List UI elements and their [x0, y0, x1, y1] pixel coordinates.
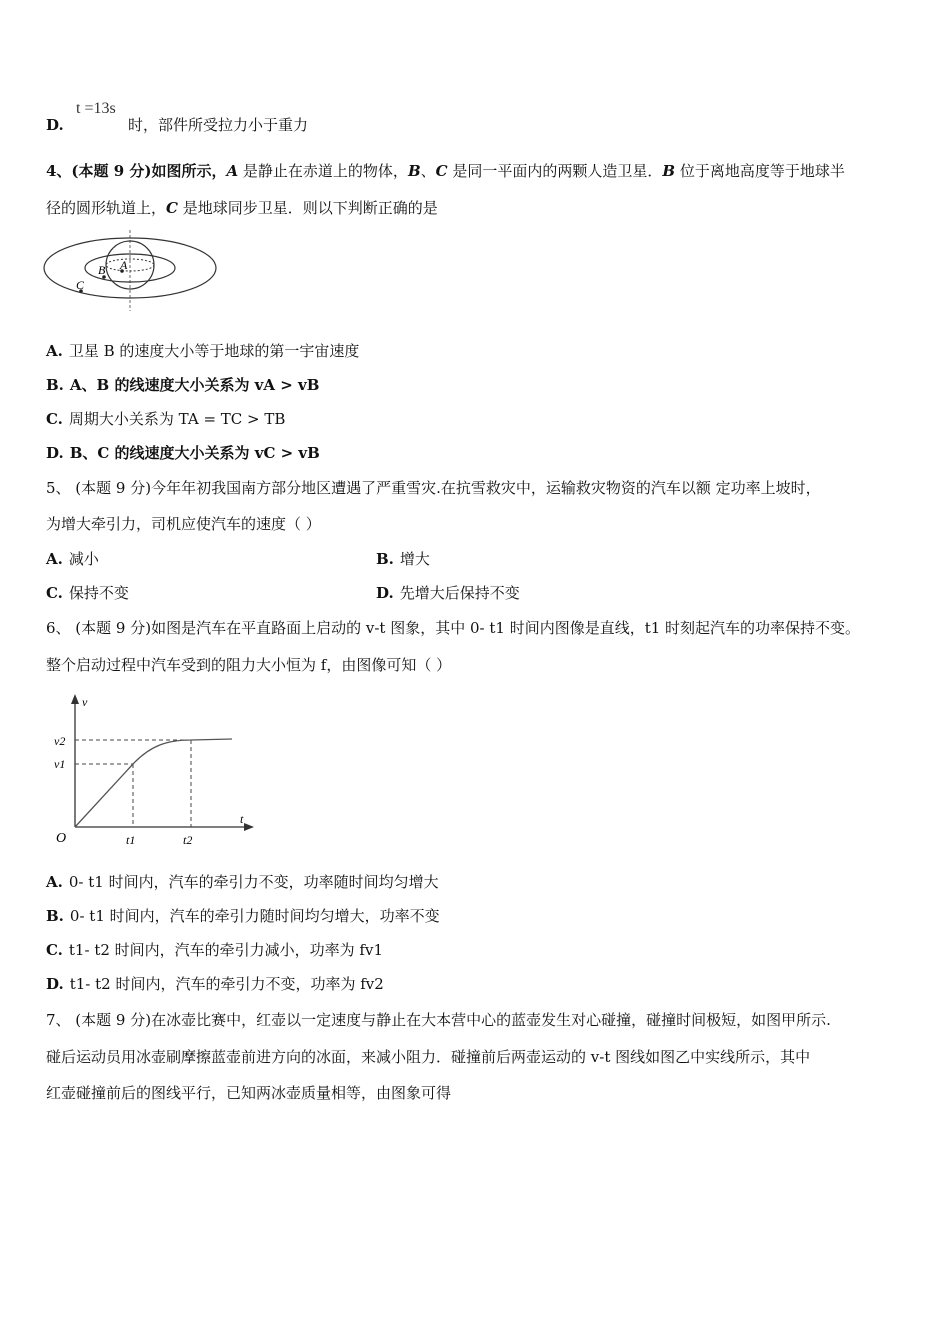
q5-option-d[interactable]: D. 先增大后保持不变 [376, 584, 520, 602]
q7-stem-line3: 红壶碰撞前后的图线平行，已知两冰壶质量相等，由图象可得 [46, 1084, 452, 1102]
q4-option-c[interactable]: C. 周期大小关系为 TA = TC > TB [46, 410, 286, 428]
q6-option-c[interactable]: C. t1- t2 时间内，汽车的牵引力减小，功率为 fv1 [46, 941, 383, 959]
v1-label: v1 [54, 757, 66, 771]
q6-stem-line1: 6、 (本题 9 分)如图是汽车在平直路面上启动的 v-t 图象，其中 0- t1 时间内图像是直线，t1 时刻起汽车的功率保持不变。 [46, 619, 861, 637]
label-b: B [98, 263, 106, 277]
q4-option-b[interactable]: B. A、B 的线速度大小关系为 vA > vB [46, 376, 320, 394]
q6-option-a[interactable]: A. 0- t1 时间内，汽车的牵引力不变，功率随时间均匀增大 [46, 873, 439, 891]
q5-stem-line1: 5、 (本题 9 分)今年年初我国南方部分地区遭遇了严重雪灾.在抗雪救灾中，运输救灾物资的汽车以额 定功率上坡时， [46, 479, 821, 497]
y-axis-arrow [71, 694, 79, 704]
q7-stem-line1: 7、 (本题 9 分)在冰壶比赛中，红壶以一定速度与静止在大本营中心的蓝壶发生对心碰撞，碰撞时间极短，如图甲所示. [46, 1011, 831, 1029]
q5-option-c[interactable]: C. 保持不变 [46, 584, 129, 602]
x-axis-arrow [244, 823, 254, 831]
t1-label: t1 [126, 833, 136, 847]
x-axis-label: t [240, 812, 244, 826]
q4-stem-line1: 4、(本题 9 分)如图所示，A 是静止在赤道上的物体，B、C 是同一平面内的两颗人造卫星．B 位于离地高度等于地球半 [46, 162, 845, 180]
q6-vt-chart [48, 692, 258, 854]
q5-stem-line2: 为增大牵引力，司机应使汽车的速度（ ） [46, 515, 321, 533]
option-label: D. [46, 116, 64, 134]
prev-option-d-text: 时，部件所受拉力小于重力 [128, 116, 309, 134]
q4-option-d[interactable]: D. B、C 的线速度大小关系为 vC > vB [46, 444, 320, 462]
t2-label: t2 [183, 833, 193, 847]
y-axis-label: v [82, 695, 88, 709]
q4-option-a[interactable]: A. 卫星 B 的速度大小等于地球的第一宇宙速度 [46, 342, 360, 360]
formula-t13s: t =13s [76, 100, 116, 117]
q6-option-d[interactable]: D. t1- t2 时间内，汽车的牵引力不变，功率为 fv2 [46, 975, 384, 993]
label-a: A [120, 258, 128, 272]
q6-option-b[interactable]: B. 0- t1 时间内，汽车的牵引力随时间均匀增大，功率不变 [46, 907, 440, 925]
origin-label: O [56, 831, 67, 846]
q5-option-a[interactable]: A. 减小 [46, 550, 99, 568]
prev-option-d [46, 115, 70, 135]
q6-stem-line2: 整个启动过程中汽车受到的阻力大小恒为 f，由图像可知（ ） [46, 656, 452, 674]
q5-option-b[interactable]: B. 增大 [376, 550, 430, 568]
q7-stem-line2: 碰后运动员用冰壶刷摩擦蓝壶前进方向的冰面，来减小阻力．碰撞前后两壶运动的 v-t 图线如图乙中实线所示，其中 [46, 1048, 811, 1066]
label-c: C [76, 278, 85, 292]
v2-label: v2 [54, 734, 66, 748]
q4-orbit-figure [40, 228, 225, 313]
q4-stem-line2: 径的圆形轨道上，C 是地球同步卫星．则以下判断正确的是 [46, 199, 438, 217]
vt-curve [75, 739, 232, 827]
